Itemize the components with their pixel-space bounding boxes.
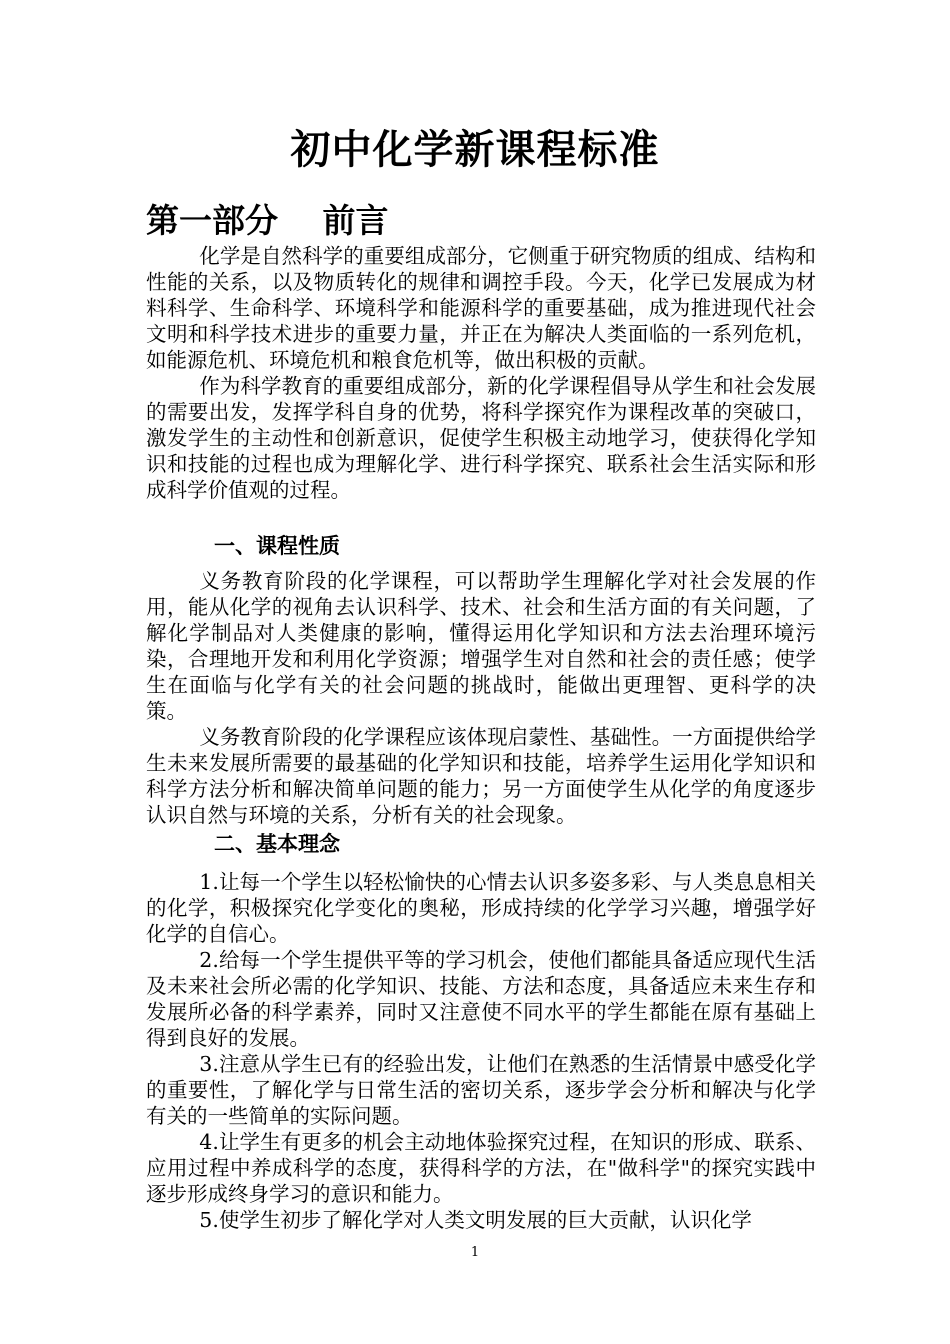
section-heading-basic-ideas: 二、基本理念 — [214, 831, 340, 856]
page-number: 1 — [470, 1245, 480, 1260]
basic-idea-item-4: 4.让学生有更多的机会主动地体验探究过程，在知识的形成、联系、应用过程中养成科学的态度，获得科学的方法，在"做科学"的探究实践中逐步形成终身学习的意识和能力。 — [146, 1130, 816, 1206]
course-nature-section — [146, 568, 816, 828]
basic-idea-item-5: 5.使学生初步了解化学对人类文明发展的巨大贡献，认识化学 — [199, 1208, 752, 1232]
intro-paragraph-1: 化学是自然科学的重要组成部分，它侧重于研究物质的组成、结构和性能的关系，以及物质转化的规律和调控手段。今天，化学已发展成为材料科学、生命科学、环境科学和能源科学的重要基础，成为推进现代社会文明和科学技术进步的重要力量，并正在为解决人类面临的一系列危机，如能源危机、环境危机和粮食危机等，做出积极的贡献。 — [146, 244, 816, 372]
document-title: 初中化学新课程标准 — [290, 126, 660, 173]
basic-idea-item-3: 3.注意从学生已有的经验出发，让他们在熟悉的生活情景中感受化学的重要性，了解化学与日常生活的密切关系，逐步学会分析和解决与化学有关的一些简单的实际问题。 — [146, 1052, 816, 1128]
part-heading: 第一部分 前言 — [146, 201, 389, 240]
basic-ideas-section — [146, 869, 816, 1233]
section-heading-course-nature: 一、课程性质 — [214, 533, 340, 558]
basic-idea-item-2: 2.给每一个学生提供平等的学习机会，使他们都能具备适应现代生活及未来社会所必需的化学知识、技能、方法和态度，具备适应未来生存和发展所必备的科学素养，同时又注意使不同水平的学生都能在原有基础上得到良好的发展。 — [146, 948, 816, 1050]
basic-idea-item-1: 1.让每一个学生以轻松愉快的心情去认识多姿多彩、与人类息息相关的化学，积极探究化学变化的奥秘，形成持续的化学学习兴趣，增强学好化学的自信心。 — [146, 870, 816, 946]
course-nature-paragraph-1: 义务教育阶段的化学课程，可以帮助学生理解化学对社会发展的作用，能从化学的视角去认识科学、技术、社会和生活方面的有关问题，了解化学制品对人类健康的影响，懂得运用化学知识和方法去治理环境污染，合理地开发和利用化学资源；增强学生对自然和社会的责任感；使学生在面临与化学有关的社会问题的挑战时，能做出更理智、更科学的决策。 — [146, 569, 816, 723]
intro-section — [146, 243, 816, 503]
intro-paragraph-2: 作为科学教育的重要组成部分，新的化学课程倡导从学生和社会发展的需要出发，发挥学科自身的优势，将科学探究作为课程改革的突破口，激发学生的主动性和创新意识，促使学生积极主动地学习，使获得化学知识和技能的过程也成为理解化学、进行科学探究、联系社会生活实际和形成科学价值观的过程。 — [146, 374, 816, 502]
course-nature-paragraph-2: 义务教育阶段的化学课程应该体现启蒙性、基础性。一方面提供给学生未来发展所需要的最基础的化学知识和技能，培养学生运用化学知识和科学方法分析和解决简单问题的能力；另一方面使学生从化学的角度逐步认识自然与环境的关系，分析有关的社会现象。 — [146, 725, 816, 827]
